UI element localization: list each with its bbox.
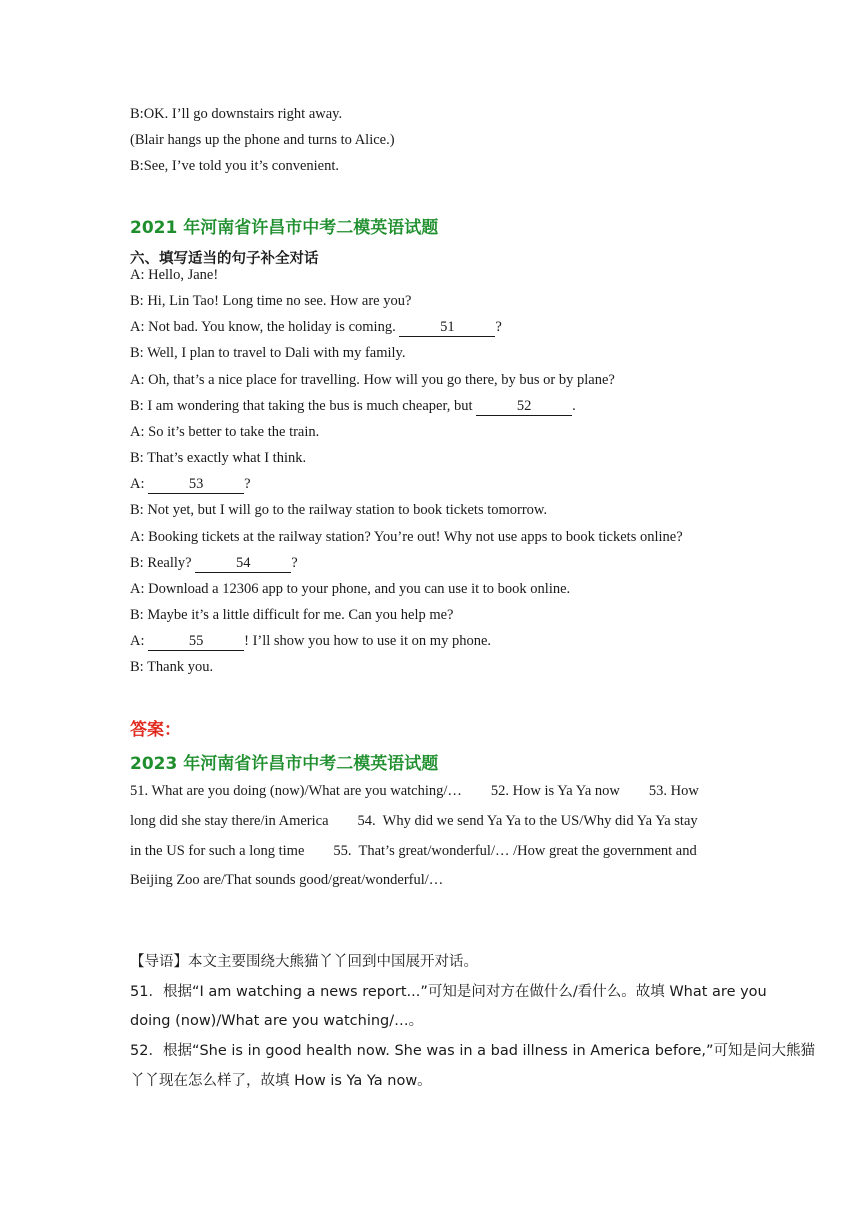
dialogue-line: A: Booking tickets at the railway station? You’re out! Why not use apps to book tickets online? (130, 529, 683, 545)
line-text: ? (291, 555, 298, 571)
dialogue-line: B:OK. I’ll go downstairs right away. (130, 106, 343, 122)
blank-51[interactable]: 51 (399, 319, 495, 337)
blank-52[interactable]: 52 (476, 398, 572, 416)
blank-55[interactable]: 55 (148, 633, 244, 651)
blank-54[interactable]: 54 (195, 555, 291, 573)
line-text: ! I’ll show you how to use it on my phone. (244, 633, 492, 649)
section-title-2021: 2021 年河南省许昌市中考二模英语试题 (130, 218, 439, 238)
answers-title-2023: 2023 年河南省许昌市中考二模英语试题 (130, 754, 439, 774)
dialogue-line: B: Not yet, but I will go to the railway station to book tickets tomorrow. (130, 502, 548, 518)
dialogue-line-with-blank (130, 397, 576, 416)
answer-line: Beijing Zoo are/That sounds good/great/wonderful/… (130, 872, 444, 888)
dialogue-line-with-blank (130, 632, 491, 651)
line-text: A: Not bad. You know, the holiday is coming. (130, 319, 400, 335)
dialogue-line: B: Hi, Lin Tao! Long time no see. How are you? (130, 293, 412, 309)
dialogue-line: B: Well, I plan to travel to Dali with my family. (130, 345, 406, 361)
dialogue-line-with-blank (130, 554, 298, 573)
dialogue-line: B: Thank you. (130, 659, 214, 675)
line-text: A: (130, 633, 149, 649)
line-text: ? (495, 319, 502, 335)
answers-label: 答案： (130, 720, 181, 740)
section-subtitle: 六、填写适当的句子补全对话 (130, 251, 319, 267)
blank-53[interactable]: 53 (148, 476, 244, 494)
dialogue-line: A: So it’s better to take the train. (130, 424, 320, 440)
line-text: . (572, 398, 576, 414)
line-text: B: I am wondering that taking the bus is much cheaper, but (130, 398, 477, 414)
line-text: ? (244, 476, 251, 492)
dialogue-line-with-blank (130, 475, 251, 494)
line-text: B: Really? (130, 555, 196, 571)
answer-line: 51. What are you doing (now)/What are you watching/… 52. How is Ya Ya now 53. How (130, 783, 699, 799)
dialogue-line: A: Download a 12306 app to your phone, and you can use it to book online. (130, 581, 571, 597)
dialogue-line: B: Maybe it’s a little difficult for me. Can you help me? (130, 607, 454, 623)
explanation-line: 51．根据“I am watching a news report...”可知是问对方在做什么/看什么。故填 What are you (130, 984, 767, 1000)
explanation-line: 52．根据“She is in good health now. She was in a bad illness in America before,”可知是问大熊猫 (130, 1043, 815, 1059)
explanation-line: doing (now)/What are you watching/…。 (130, 1013, 424, 1029)
explanation-intro: 【导语】本文主要围绕大熊猫丫丫回到中国展开对话。 (130, 954, 478, 970)
dialogue-line: A: Hello, Jane! (130, 267, 219, 283)
answer-line: in the US for such a long time 55. That’s great/wonderful/… /How great the government and (130, 843, 697, 859)
dialogue-line: B: That’s exactly what I think. (130, 450, 307, 466)
answer-line: long did she stay there/in America 54. Why did we send Ya Ya to the US/Why did Ya Ya stay (130, 813, 698, 829)
dialogue-line: (Blair hangs up the phone and turns to Alice.) (130, 132, 395, 148)
dialogue-line: B:See, I’ve told you it’s convenient. (130, 158, 340, 174)
explanation-line: 丫丫现在怎么样了，故填 How is Ya Ya now。 (130, 1073, 432, 1089)
dialogue-line-with-blank (130, 318, 502, 337)
dialogue-line: A: Oh, that’s a nice place for travelling. How will you go there, by bus or by plane? (130, 372, 615, 388)
line-text: A: (130, 476, 149, 492)
